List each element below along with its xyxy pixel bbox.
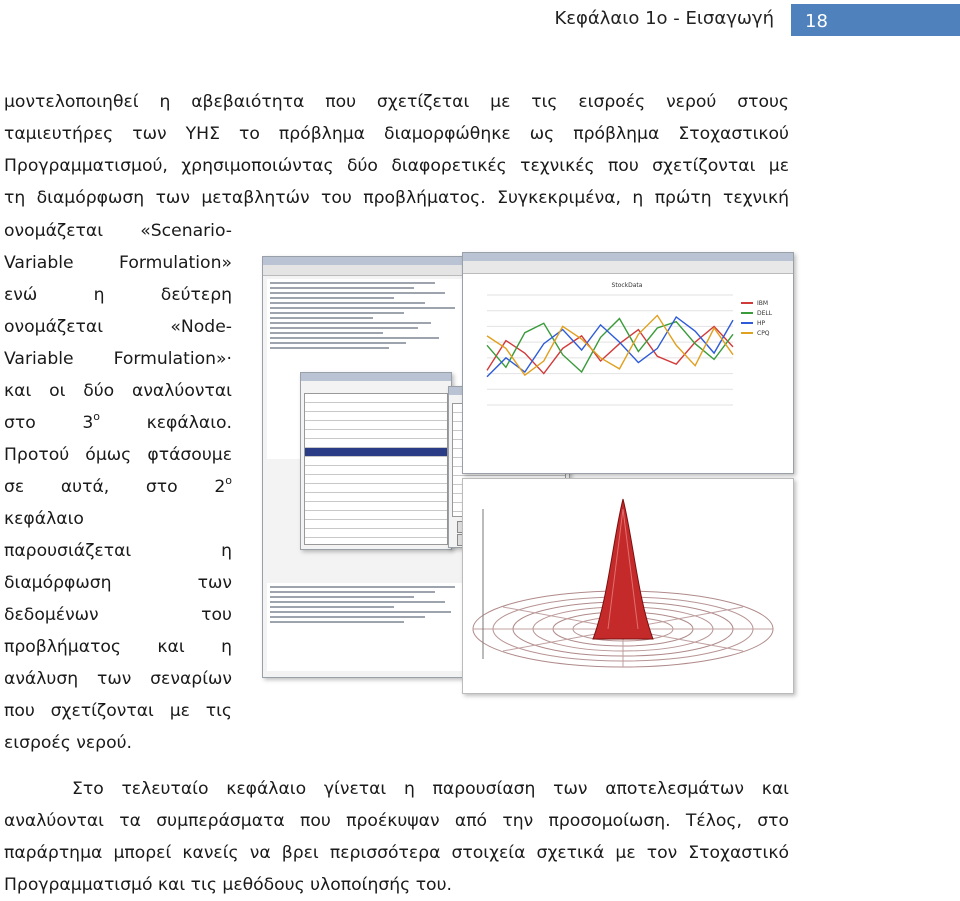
page-header xyxy=(0,4,960,34)
legend-label: DELL xyxy=(757,310,773,317)
text-line: Προγραμματισμό και τις μεθόδους υλοποίησής του. xyxy=(4,875,452,895)
text-line: κεφάλαιο xyxy=(4,509,84,529)
word-kefalaio: κεφάλαιο. xyxy=(146,413,233,433)
log-area xyxy=(267,583,473,671)
text-line: ενώ η δεύτερη xyxy=(4,285,232,305)
text-line-chapter-3 xyxy=(4,407,232,439)
chart-window xyxy=(462,252,794,474)
legend-label: CPQ xyxy=(757,330,770,337)
text-line: παρουσιάζεται η xyxy=(4,541,232,561)
surface-peak xyxy=(593,499,653,639)
phrase: σε αυτά, στο xyxy=(4,477,178,497)
text-line: μοντελοποιηθεί η αβεβαιότητα που σχετίζεται με τις εισροές νερού στους xyxy=(4,92,789,112)
software-screenshot-figure xyxy=(262,250,796,696)
page-number: 18 xyxy=(805,11,828,32)
editor-toolbar xyxy=(263,265,477,276)
surface-plot xyxy=(463,479,791,691)
legend-label: IBM xyxy=(757,300,769,307)
text-line: εισροές νερού. xyxy=(4,733,132,753)
chapter-number: 2 xyxy=(214,477,226,497)
text-line: ονομάζεται «Node- xyxy=(4,317,232,337)
word-sto: στο xyxy=(4,413,36,433)
symbol-table-window xyxy=(300,372,452,550)
text-line: Variable Formulation» xyxy=(4,253,232,273)
chapter-number: 3 xyxy=(82,413,94,433)
table-titlebar xyxy=(301,373,451,381)
paragraph-1 xyxy=(4,86,789,214)
editor-titlebar xyxy=(263,257,477,265)
text-line: ταμιευτήρες των ΥΗΣ το πρόβλημα διαμορφώθηκε ως πρόβλημα Στοχαστικού xyxy=(4,124,789,144)
ordinal-sup: ο xyxy=(93,410,101,423)
text-line-chapter-2 xyxy=(4,471,232,503)
symbol-grid xyxy=(304,393,448,545)
chart-titlebar xyxy=(463,253,793,261)
text-line: παράρτημα μπορεί κανείς να βρει περισσότερα στοιχεία σχετικά με τον Στοχαστικό xyxy=(4,843,789,863)
text-line: αναλύονται τα συμπεράσματα που προέκυψαν από την προσομοίωση. Τέλος, στο xyxy=(4,811,789,831)
text-line: Στο τελευταίο κεφάλαιο γίνεται η παρουσίαση των αποτελεσμάτων και xyxy=(72,779,789,799)
paragraph-2 xyxy=(4,215,232,759)
text-line: και οι δύο αναλύονται xyxy=(4,381,232,401)
text-line: ονομάζεται «Scenario- xyxy=(4,221,232,241)
surface-plot-window xyxy=(462,478,794,694)
paragraph-3 xyxy=(4,773,789,901)
text-line: τη διαμόρφωση των μεταβλητών του προβλήματος. Συγκεκριμένα, η πρώτη τεχνική xyxy=(4,188,789,208)
text-line: Προτού όμως φτάσουμε xyxy=(4,445,232,465)
chapter-ref-3 xyxy=(82,410,101,433)
text-line: δεδομένων του xyxy=(4,605,232,625)
text-line: που σχετίζονται με τις xyxy=(4,701,232,721)
chapter-ref-2 xyxy=(214,474,232,497)
ordinal-sup: ο xyxy=(225,474,232,487)
text-line: διαμόρφωση των xyxy=(4,573,232,593)
stock-line-chart xyxy=(463,275,791,471)
chapter-title: Κεφάλαιο 1ο - Εισαγωγή xyxy=(554,8,774,29)
page-number-box xyxy=(791,4,960,36)
legend-label: HP xyxy=(757,320,766,327)
text-line: ανάλυση των σεναρίων xyxy=(4,669,232,689)
text-line: Προγραμματισμού, χρησιμοποιώντας δύο διαφορετικές τεχνικές που σχετίζονται με xyxy=(4,156,789,176)
text-line: προβλήματος και η xyxy=(4,637,232,657)
chart-title: StockData xyxy=(611,282,643,289)
text-line: Variable Formulation»· xyxy=(4,349,232,369)
chart-toolbar xyxy=(463,261,793,274)
